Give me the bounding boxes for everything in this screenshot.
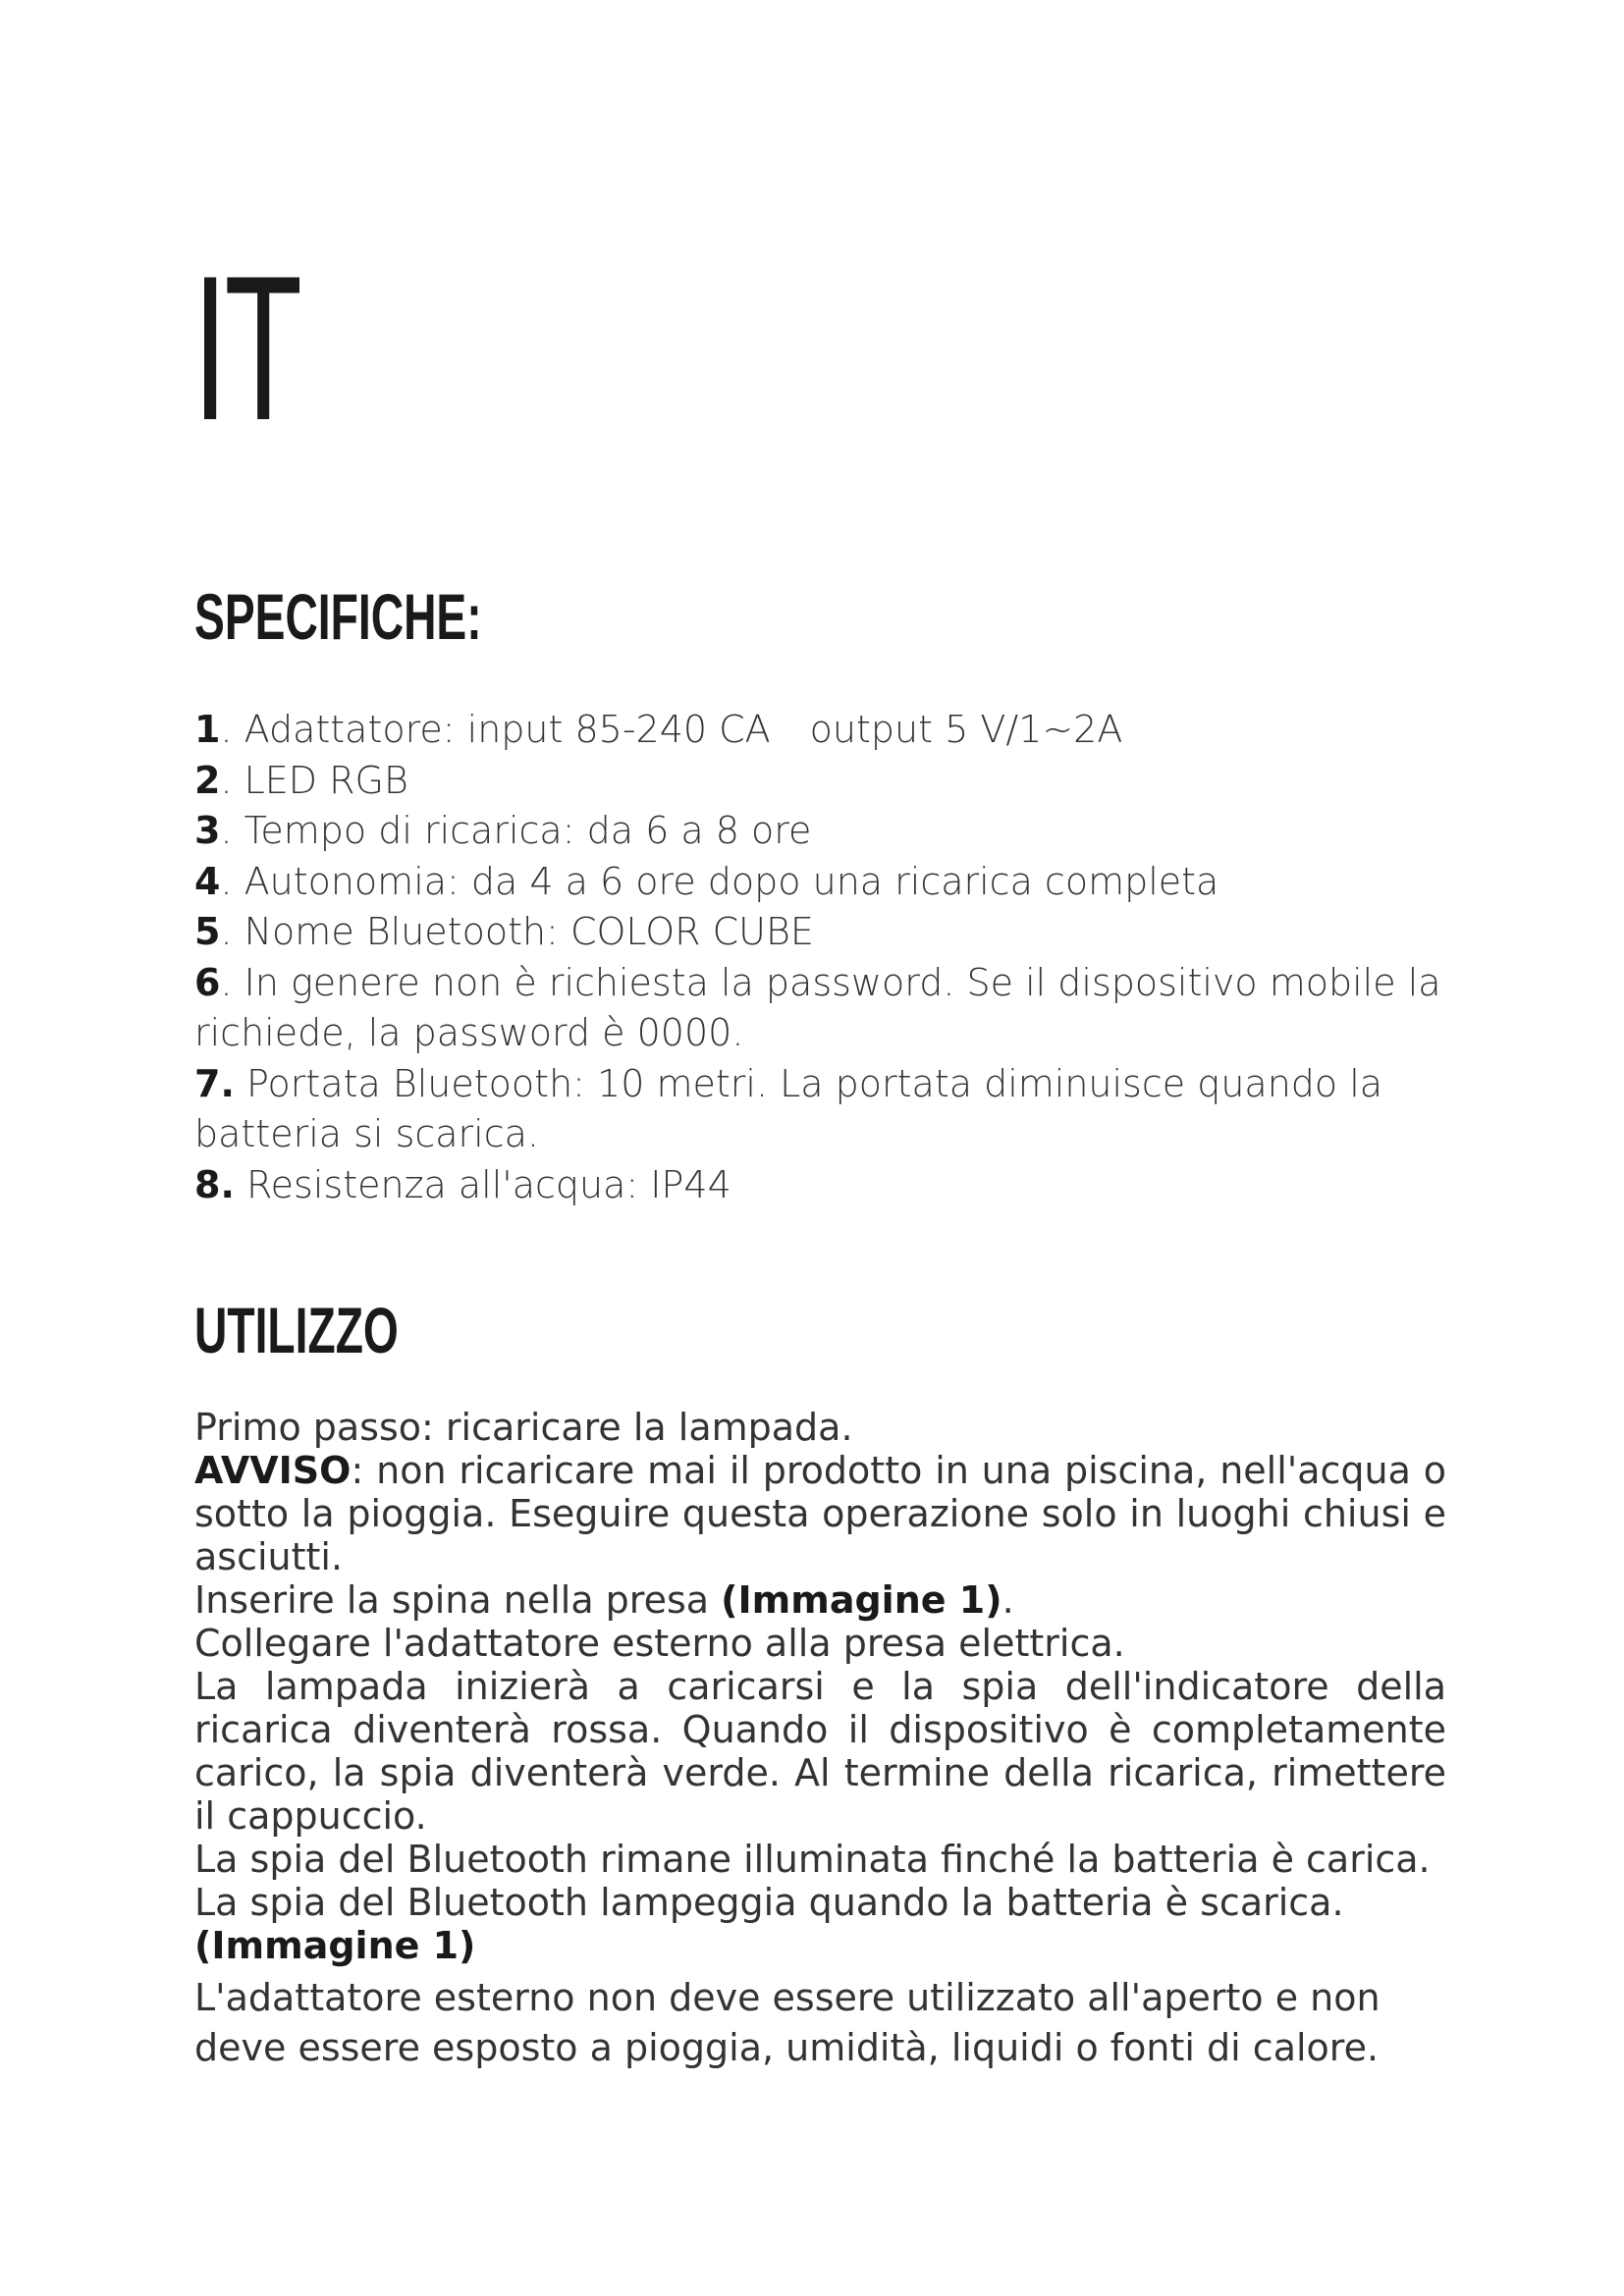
spec-text: Resistenza all'acqua: IP44 bbox=[245, 1162, 731, 1206]
spec-item bbox=[194, 857, 1446, 908]
usage-heading: UTILIZZO bbox=[194, 1294, 399, 1366]
specs-list bbox=[194, 705, 1446, 1210]
usage-warning bbox=[194, 1449, 1446, 1578]
spec-text: LED RGB bbox=[244, 758, 408, 802]
spec-separator: . bbox=[220, 910, 244, 953]
spec-item bbox=[194, 756, 1446, 807]
usage-plug-instruction bbox=[194, 1578, 1446, 1622]
usage-charging-indicator: La lampada inizierà a caricarsi e la spia dell'indicatore della ricarica diventerà rossa. Quando il dispositivo è completamente carico, la spia diventerà verde. Al termine della ricarica, rimettere il cappuccio. bbox=[194, 1665, 1446, 1838]
spec-number: 8. bbox=[194, 1162, 235, 1206]
spec-item bbox=[194, 1059, 1446, 1160]
spec-separator: . bbox=[220, 758, 244, 802]
spec-text: Tempo di ricarica: da 6 a 8 ore bbox=[244, 809, 812, 852]
usage-step-charge: Primo passo: ricaricare la lampada. bbox=[194, 1406, 853, 1449]
warning-label: AVVISO bbox=[194, 1449, 352, 1492]
spec-number: 6 bbox=[194, 960, 221, 1004]
usage-body bbox=[194, 1406, 1446, 2073]
language-code: IT bbox=[192, 233, 299, 463]
spec-number: 2 bbox=[194, 758, 221, 802]
plug-period: . bbox=[1001, 1578, 1014, 1622]
spec-separator: . bbox=[220, 809, 244, 852]
usage-adapter-instruction: Collegare l'adattatore esterno alla presa elettrica. bbox=[194, 1622, 1125, 1665]
specs-heading: SPECIFICHE: bbox=[194, 580, 482, 653]
spec-text-output: output 5 V/1~2A bbox=[809, 708, 1123, 751]
image-reference: (Immagine 1) bbox=[721, 1578, 1002, 1622]
spec-separator: . bbox=[220, 859, 244, 903]
spec-item bbox=[194, 907, 1446, 958]
spec-number: 3 bbox=[194, 809, 221, 852]
usage-bluetooth-blink: La spia del Bluetooth lampeggia quando la batteria è scarica. bbox=[194, 1881, 1344, 1924]
spec-item bbox=[194, 806, 1446, 857]
spec-number: 4 bbox=[194, 859, 221, 903]
image-reference: (Immagine 1) bbox=[194, 1924, 476, 1967]
spec-text: Autonomia: da 4 a 6 ore dopo una ricarica completa bbox=[244, 859, 1219, 903]
spec-item bbox=[194, 705, 1446, 756]
plug-text: Inserire la spina nella presa bbox=[194, 1578, 722, 1622]
spec-separator bbox=[235, 1062, 246, 1105]
spec-separator: . bbox=[220, 960, 244, 1004]
spec-number: 7. bbox=[194, 1061, 235, 1105]
usage-image-reference bbox=[194, 1924, 1446, 1967]
warning-text: : non ricaricare mai il prodotto in una piscina, nell'acqua o sotto la pioggia. Eseguire questa operazione solo in luoghi chiusi e asciutti. bbox=[194, 1449, 1446, 1578]
spec-number: 1 bbox=[194, 708, 221, 751]
spec-separator bbox=[235, 1163, 246, 1206]
spec-number: 5 bbox=[194, 910, 221, 953]
spec-text: Portata Bluetooth: 10 metri. La portata diminuisce quando la batteria si scarica. bbox=[194, 1061, 1383, 1155]
usage-bluetooth-lit: La spia del Bluetooth rimane illuminata finché la batteria è carica. bbox=[194, 1838, 1431, 1881]
spec-item bbox=[194, 1160, 1446, 1211]
spec-text: Adattatore: input 85-240 CA bbox=[244, 708, 771, 751]
spec-item bbox=[194, 958, 1446, 1059]
spec-separator: . bbox=[220, 708, 244, 751]
spec-text: In genere non è richiesta la password. Se il dispositivo mobile la richiede, la password è 0000. bbox=[194, 960, 1441, 1054]
spec-text: Nome Bluetooth: COLOR CUBE bbox=[244, 910, 814, 953]
usage-adapter-warning: L'adattatore esterno non deve essere utilizzato all'aperto e non deve essere esposto a pioggia, umidità, liquidi o fonti di calore. bbox=[194, 1976, 1380, 2069]
